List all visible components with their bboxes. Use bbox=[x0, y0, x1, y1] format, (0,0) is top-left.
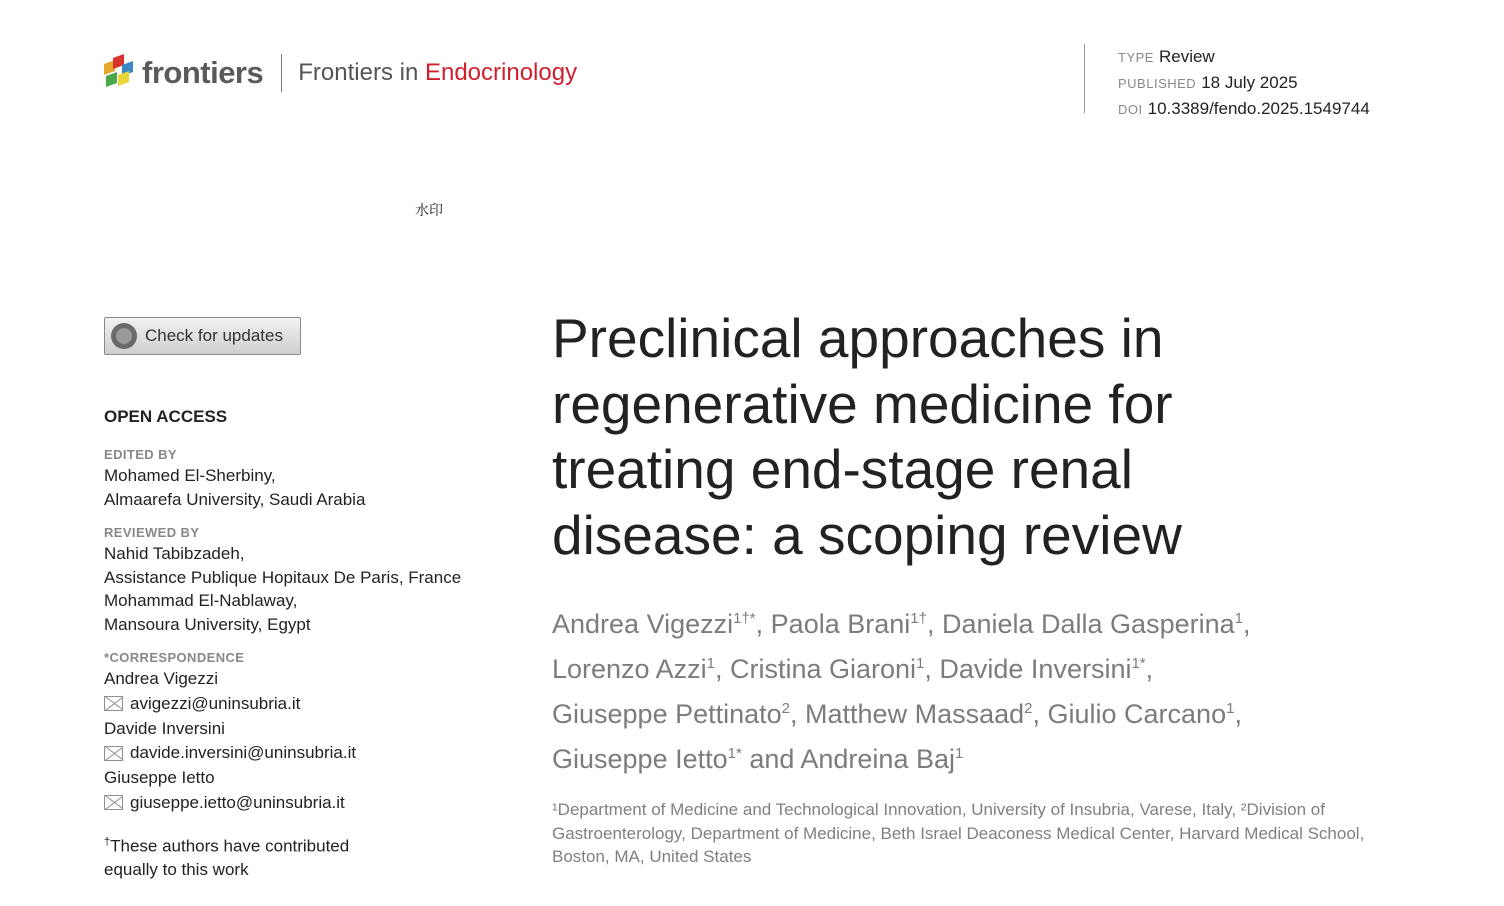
reviewer-line: Mohammad El-Nablaway, bbox=[104, 591, 298, 610]
journal-title: Frontiers in Endocrinology bbox=[298, 59, 578, 86]
author[interactable]: Cristina Giaroni$^1$ bbox=[729, 654, 925, 684]
author[interactable]: Matthew Massaad$^2$ bbox=[805, 699, 1033, 729]
author[interactable]: Giulio Carcano$^1$ bbox=[1047, 699, 1235, 729]
affiliations: ¹Department of Medicine and Technological Innovation, University of Insubria, Varese, Italy, ²Division of Gastroenterology, Department of Medicine, Beth Israel Deaconess Medical Center, Harvard Medical School, Boston, MA, United States bbox=[552, 800, 1365, 866]
editor-line: Mohamed El-Sherbiny, bbox=[104, 466, 276, 485]
correspondent-name: Giuseppe Ietto bbox=[104, 768, 215, 787]
author[interactable]: Giuseppe Ietto$^{1*}$ bbox=[552, 744, 742, 774]
reviewer-line: Assistance Publique Hopitaux De Paris, France bbox=[104, 567, 462, 587]
author[interactable]: Andrea Vigezzi$^{1\dagger*}$ bbox=[552, 609, 756, 639]
open-access-label: OPEN ACCESS bbox=[104, 407, 228, 426]
correspondence-section: *CORRESPONDENCE Andrea Vigezzi avigezzi@uninsubria.it Davide Inversini davide.inversini@uninsubria.it Giuseppe Ietto giuseppe.ietto@uninsubria.it bbox=[104, 649, 524, 816]
article-header bbox=[552, 306, 1402, 869]
check-for-updates-label: Check for updates bbox=[145, 326, 283, 345]
author[interactable]: Lorenzo Azzi$^1$ bbox=[552, 654, 715, 684]
correspondent-name: Andrea Vigezzi bbox=[104, 669, 219, 688]
crossmark-icon bbox=[111, 323, 137, 349]
frontiers-logo[interactable] bbox=[104, 54, 577, 92]
article-type: TYPE Review bbox=[1118, 47, 1215, 66]
article-meta bbox=[1084, 44, 1370, 118]
editor-line: Almaarefa University, Saudi Arabia bbox=[104, 489, 366, 509]
logo-divider bbox=[281, 54, 282, 92]
author[interactable]: Andreina Baj$^1$ bbox=[800, 744, 964, 774]
email-icon bbox=[104, 696, 123, 711]
author[interactable]: Daniela Dalla Gasperina$^1$ bbox=[941, 609, 1243, 639]
author[interactable]: Davide Inversini$^{1*}$ bbox=[939, 654, 1146, 684]
email-icon bbox=[104, 746, 123, 761]
reviewer-line: Mansoura University, Egypt bbox=[104, 614, 311, 634]
doi: DOI 10.3389/fendo.2025.1549744 bbox=[1118, 99, 1370, 118]
email-link[interactable]: avigezzi@uninsubria.it bbox=[104, 691, 524, 717]
sidebar bbox=[104, 407, 524, 882]
author-list: Andrea Vigezzi$^{1\dagger*}$, Paola Brani$^{1\dagger}$, Daniela Dalla Gasperina$^1$, Lorenzo Azzi$^1$, Cristina Giaroni$^1$, Davide Inversini$^{1*}$, Giuseppe Pettinato$^2$, Matthew Massaad$^2$, Giulio Carcano$^1$, Giuseppe Ietto$^{1*}$ and Andreina Baj$^1$ bbox=[552, 609, 1251, 774]
article-title: Preclinical approaches in regenerative medicine for treating end-stage renal disease: a scoping review bbox=[552, 307, 1182, 566]
author[interactable]: Paola Brani$^{1\dagger}$ bbox=[770, 609, 927, 639]
equal-contribution-note: †These authors have contributed equally to this work bbox=[104, 835, 350, 880]
watermark-text: 水印 bbox=[415, 202, 443, 218]
correspondent-name: Davide Inversini bbox=[104, 718, 225, 738]
reviewer-line: Nahid Tabibzadeh, bbox=[104, 544, 245, 563]
check-for-updates-button[interactable] bbox=[104, 317, 301, 355]
email-icon bbox=[104, 795, 123, 810]
email-link[interactable]: giuseppe.ietto@uninsubria.it bbox=[104, 790, 524, 816]
email-link[interactable]: davide.inversini@uninsubria.it bbox=[104, 740, 524, 766]
reviewed-by-section: REVIEWED BY Nahid Tabibzadeh, Assistance Publique Hopitaux De Paris, France Mohammad El-Nablaway, Mansoura University, Egypt bbox=[104, 524, 524, 636]
published-date: PUBLISHED 18 July 2025 bbox=[1118, 73, 1298, 92]
publisher-name: frontiers bbox=[142, 55, 264, 90]
edited-by-section: EDITED BY Mohamed El-Sherbiny, Almaarefa University, Saudi Arabia bbox=[104, 446, 524, 511]
author[interactable]: Giuseppe Pettinato$^2$ bbox=[552, 699, 791, 729]
frontiers-logo-icon bbox=[104, 54, 134, 92]
